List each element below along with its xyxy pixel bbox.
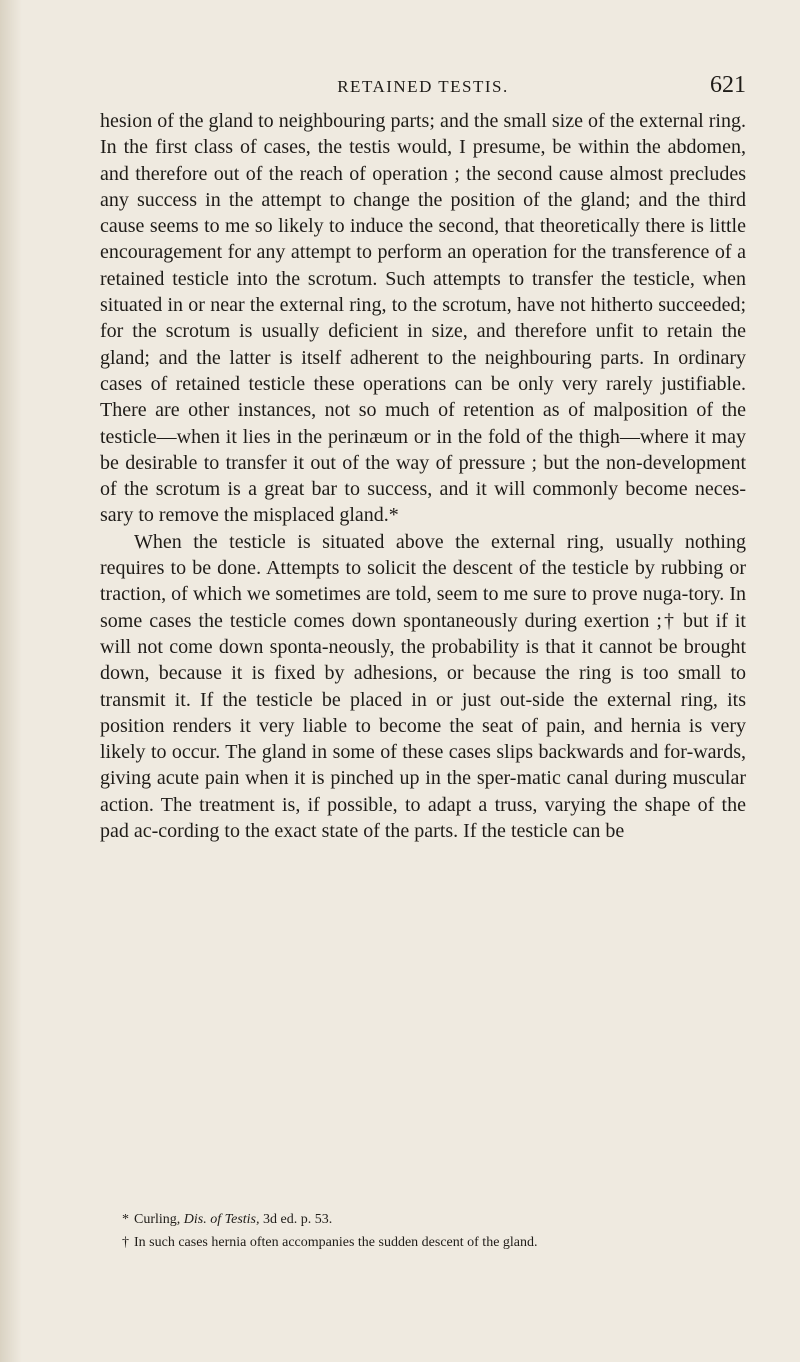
paragraph-treatment: When the testicle is situated above the external ring, usually nothing requires to be done. Attempts to solicit the descent of the testicle by rubbing or traction, of which we sometimes are told, seem to me sure to prove nuga-tory. In some cases the testicle comes down spontaneously during exertion ;† but if it will not come down sponta-neously, the probability is that it cannot be brought down, because it is fixed by adhesions, or because the ring is too small to transmit it. If the testicle be placed in or just out-side the external ring, its position renders it very liable to become the seat of pain, and hernia is very likely to occur. The gland in some of these cases slips backwards and for-wards, giving acute pain when it is pinched up in the sper-matic canal during muscular action. The treatment is, if possible, to adapt a truss, varying the shape of the pad ac-cording to the exact state of the parts. If the testicle can be bbox=[100, 530, 746, 843]
running-title: RETAINED TESTIS. bbox=[337, 77, 509, 96]
footnote-author: Curling, bbox=[134, 1212, 181, 1227]
page-binding-shadow bbox=[0, 0, 22, 1362]
footnote-mark: † bbox=[122, 1235, 129, 1250]
footnote-citation-detail: 3d ed. p. 53. bbox=[263, 1212, 333, 1227]
footnote-hernia bbox=[100, 1231, 746, 1254]
paragraph-continuation: hesion of the gland to neighbouring parts; and the small size of the external ring. In the first class of cases, the testis would, I presume, be within the abdomen, and therefore out of the reach of operation ; the second cause almost precludes any success in the attempt to change the position of the gland; and the third cause seems to me so likely to induce the second, that theoretically there is little encouragement for any attempt to perform an operation for the transference of a retained testicle into the scrotum. Such attempts to transfer the testicle, when situated in or near the external ring, to the scrotum, have not hitherto succeeded; for the scrotum is usually deficient in size, and therefore unfit to retain the gland; and the latter is itself adherent to the neighbouring parts. In ordinary cases of retained testicle these operations can be only very rarely justifiable. There are other instances, not so much of retention as of malposition of the testicle—when it lies in the perinæum or in the fold of the thigh—where it may be desirable to transfer it out of the way of pressure ; but the non-development of the scrotum is a great bar to success, and it will commonly become neces-sary to remove the misplaced gland.* bbox=[100, 110, 746, 527]
footnote-text: In such cases hernia often accompanies the sudden descent of the gland. bbox=[134, 1235, 538, 1250]
page-number: 621 bbox=[710, 72, 746, 98]
footnote-mark: * bbox=[122, 1212, 129, 1227]
footnote-work-title: Dis. of Testis, bbox=[183, 1212, 260, 1227]
footnote-curling bbox=[100, 1208, 746, 1231]
running-head bbox=[100, 72, 746, 102]
footnotes bbox=[100, 1208, 746, 1254]
body-text bbox=[100, 108, 746, 844]
